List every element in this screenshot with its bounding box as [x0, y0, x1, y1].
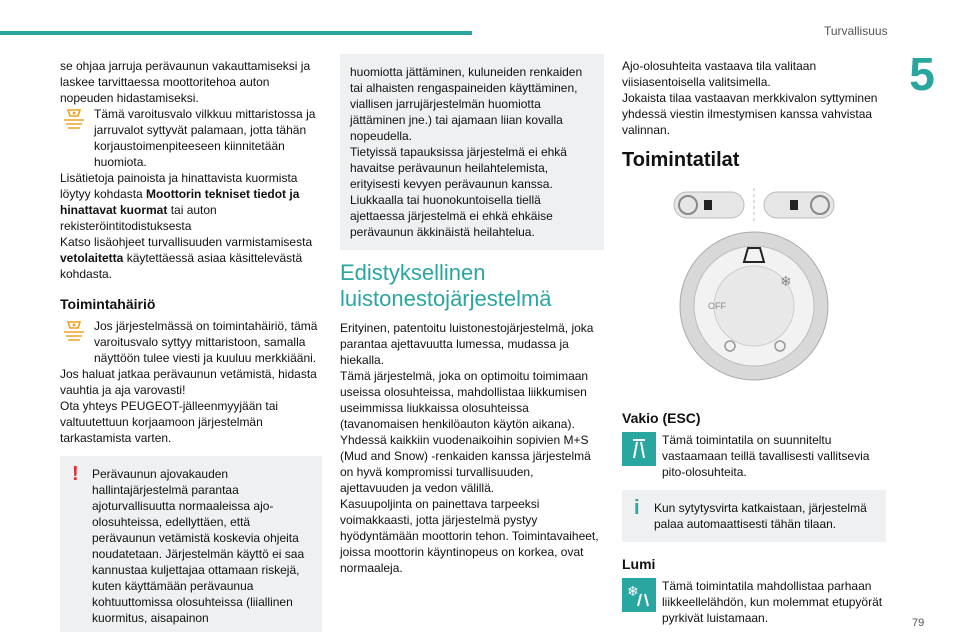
- info-box: [622, 490, 886, 542]
- warning-line: [60, 318, 322, 366]
- warning-line: [60, 106, 322, 170]
- section-heading: Edistyksellinen luistonestojärjestelmä: [340, 260, 552, 311]
- trailer-warning-icon: [60, 106, 88, 134]
- text: Lisätietoja painoista ja hinattavista kuormista löytyy kohdasta: [60, 171, 298, 201]
- header-accent-bar: [0, 31, 472, 35]
- heading-modes: Toimintatilat: [622, 149, 740, 171]
- paragraph: Erityinen, patentoitu luistonestojärjestelmä, joka parantaa ajettavuutta lumessa, mudassa ja hiekalla.: [340, 321, 594, 367]
- heading-esc: Vakio (ESC): [622, 410, 701, 426]
- column-3: [622, 58, 886, 626]
- caution-box-continued: [340, 54, 604, 250]
- page-number: 79: [912, 617, 925, 629]
- paragraph: Ajo-olosuhteita vastaava tila valitaan viisiasentoisella valitsimella.: [622, 59, 817, 89]
- snow-mode-icon: [622, 578, 656, 612]
- exclamation-icon: !: [72, 463, 79, 485]
- paragraph: [60, 170, 322, 234]
- caution-box: [60, 456, 322, 632]
- chapter-number: 5: [909, 48, 935, 100]
- mode-snow-line: [622, 578, 886, 626]
- heading-snow: Lumi: [622, 556, 656, 572]
- paragraph: Ota yhteys PEUGEOT-jälleenmyyjään tai valtuutettuun korjaamoon järjestelmän tarkastamista varten.: [60, 399, 279, 445]
- paragraph: Kasuupoljinta on painettava tarpeeksi voimakkaasti, jotta järjestelmä pystyy hyödyntämään moottorin tehon. Toimintavaiheet, joissa moottorin käyntinopeus on korkea, ovat normaaleja.: [340, 497, 599, 575]
- paragraph: Yhdessä kaikkiin vuodenaikoihin sopivien M+S (Mud and Snow) -renkaiden kanssa järjestelmä on hyvä kompromissi turvallisuuden, ajettavuuden ja vedon välillä.: [340, 433, 591, 495]
- snowflake-icon: ❄: [780, 273, 792, 289]
- caution-text: Tietyissä tapauksissa järjestelmä ei ehkä havaitse perävaunun heilahtelemista, erityisesti kevyen perävaunun kanssa.: [350, 145, 567, 191]
- info-icon: i: [634, 497, 640, 519]
- caution-text: Perävaunun ajovakauden hallintajärjestelmä parantaa ajoturvallisuutta normaaleissa ajo-olosuhteissa, edellyttäen, että perävaunun vetämistä koskevia ohjeita noudatetaan. Järjestelmän käyttö ei saa kannustaa kuljettajaa ottamaan riskejä, kuten käyttämään perävaunua kohtuuttomissa olosuhteissa (liiallinen kuormitus, aisapainon: [92, 467, 305, 625]
- mode-description: Tämä toimintatila mahdollistaa parhaan liikkeellelähdön, kun molemmat etupyörät pyrkivät luistamaan.: [662, 579, 883, 625]
- mode-esc-line: [622, 432, 886, 480]
- mode-selector-illustration: [622, 184, 886, 384]
- section-title: Turvallisuus: [824, 24, 888, 38]
- road-icon: [622, 432, 656, 466]
- paragraph: se ohjaa jarruja perävaunun vakauttamiseksi ja laskee tarvittaessa moottoritehoa auton nopeuden hidastamiseksi.: [60, 59, 311, 105]
- info-text: Kun sytytysvirta katkaistaan, järjestelmä palaa automaattisesti tähän tilaan.: [654, 501, 867, 531]
- column-2: [340, 58, 604, 576]
- paragraph: Tämä järjestelmä, joka on optimoitu toimimaan useissa olosuhteissa, mahdollistaa liikkumisen useimmissa liukkaissa olosuhteissa (tavanomaisen henkilöauton käytön aikana).: [340, 369, 589, 431]
- svg-text:❄: ❄: [627, 584, 639, 600]
- heading-fault: Toimintahäiriö: [60, 296, 156, 312]
- paragraph: [60, 234, 322, 282]
- link-text: Moottorin tekniset tiedot ja hinattavat kuormat: [60, 187, 300, 217]
- paragraph: Jos haluat jatkaa perävaunun vetämistä, hidasta vauhtia ja aja varovasti!: [60, 367, 317, 397]
- caution-text: Liukkaalla tai huonokuntoisella tiellä ajettaessa järjestelmä ei ehkä ehkäise perävaunun äkkinäistä heilahtelua.: [350, 193, 553, 239]
- mode-description: Tämä toimintatila on suunniteltu vastaamaan teillä tavallisesti vallitsevia pito-olosuhteita.: [662, 433, 870, 479]
- warning-text: Tämä varoitusvalo vilkkuu mittaristossa ja jarruvalot syttyvät palamaan, jotta tähän korjaustoimenpiteeseen kiinnitetään huomiota.: [94, 107, 316, 169]
- column-1: [60, 58, 322, 632]
- trailer-warning-icon: [60, 318, 88, 346]
- paragraph: Jokaista tilaa vastaavan merkkivalon syttyminen yhdessä viestin ilmestymisen kanssa vahvistaa valinnan.: [622, 91, 878, 137]
- link-text: vetolaitetta: [60, 251, 124, 265]
- text: tai auton rekisteröintitodistuksesta: [60, 203, 217, 233]
- text: Katso lisäohjeet turvallisuuden varmistamisesta: [60, 235, 313, 249]
- knob-off-label: OFF: [708, 301, 726, 311]
- caution-text: huomiotta jättäminen, kuluneiden renkaiden tai alhaisten rengaspaineiden käyttäminen, viallisen jarrujärjestelmän huomiotta jättäminen jne.) tai ajamaan liian kovalla nopeudella.: [350, 65, 583, 143]
- warning-text: Jos järjestelmässä on toimintahäiriö, tämä varoitusvalo syttyy mittaristoon, samalla näyttöön tulee viesti ja kuuluu merkkiääni.: [94, 319, 318, 365]
- text: käytettäessä asiaa käsittelevästä kohdasta.: [60, 251, 303, 281]
